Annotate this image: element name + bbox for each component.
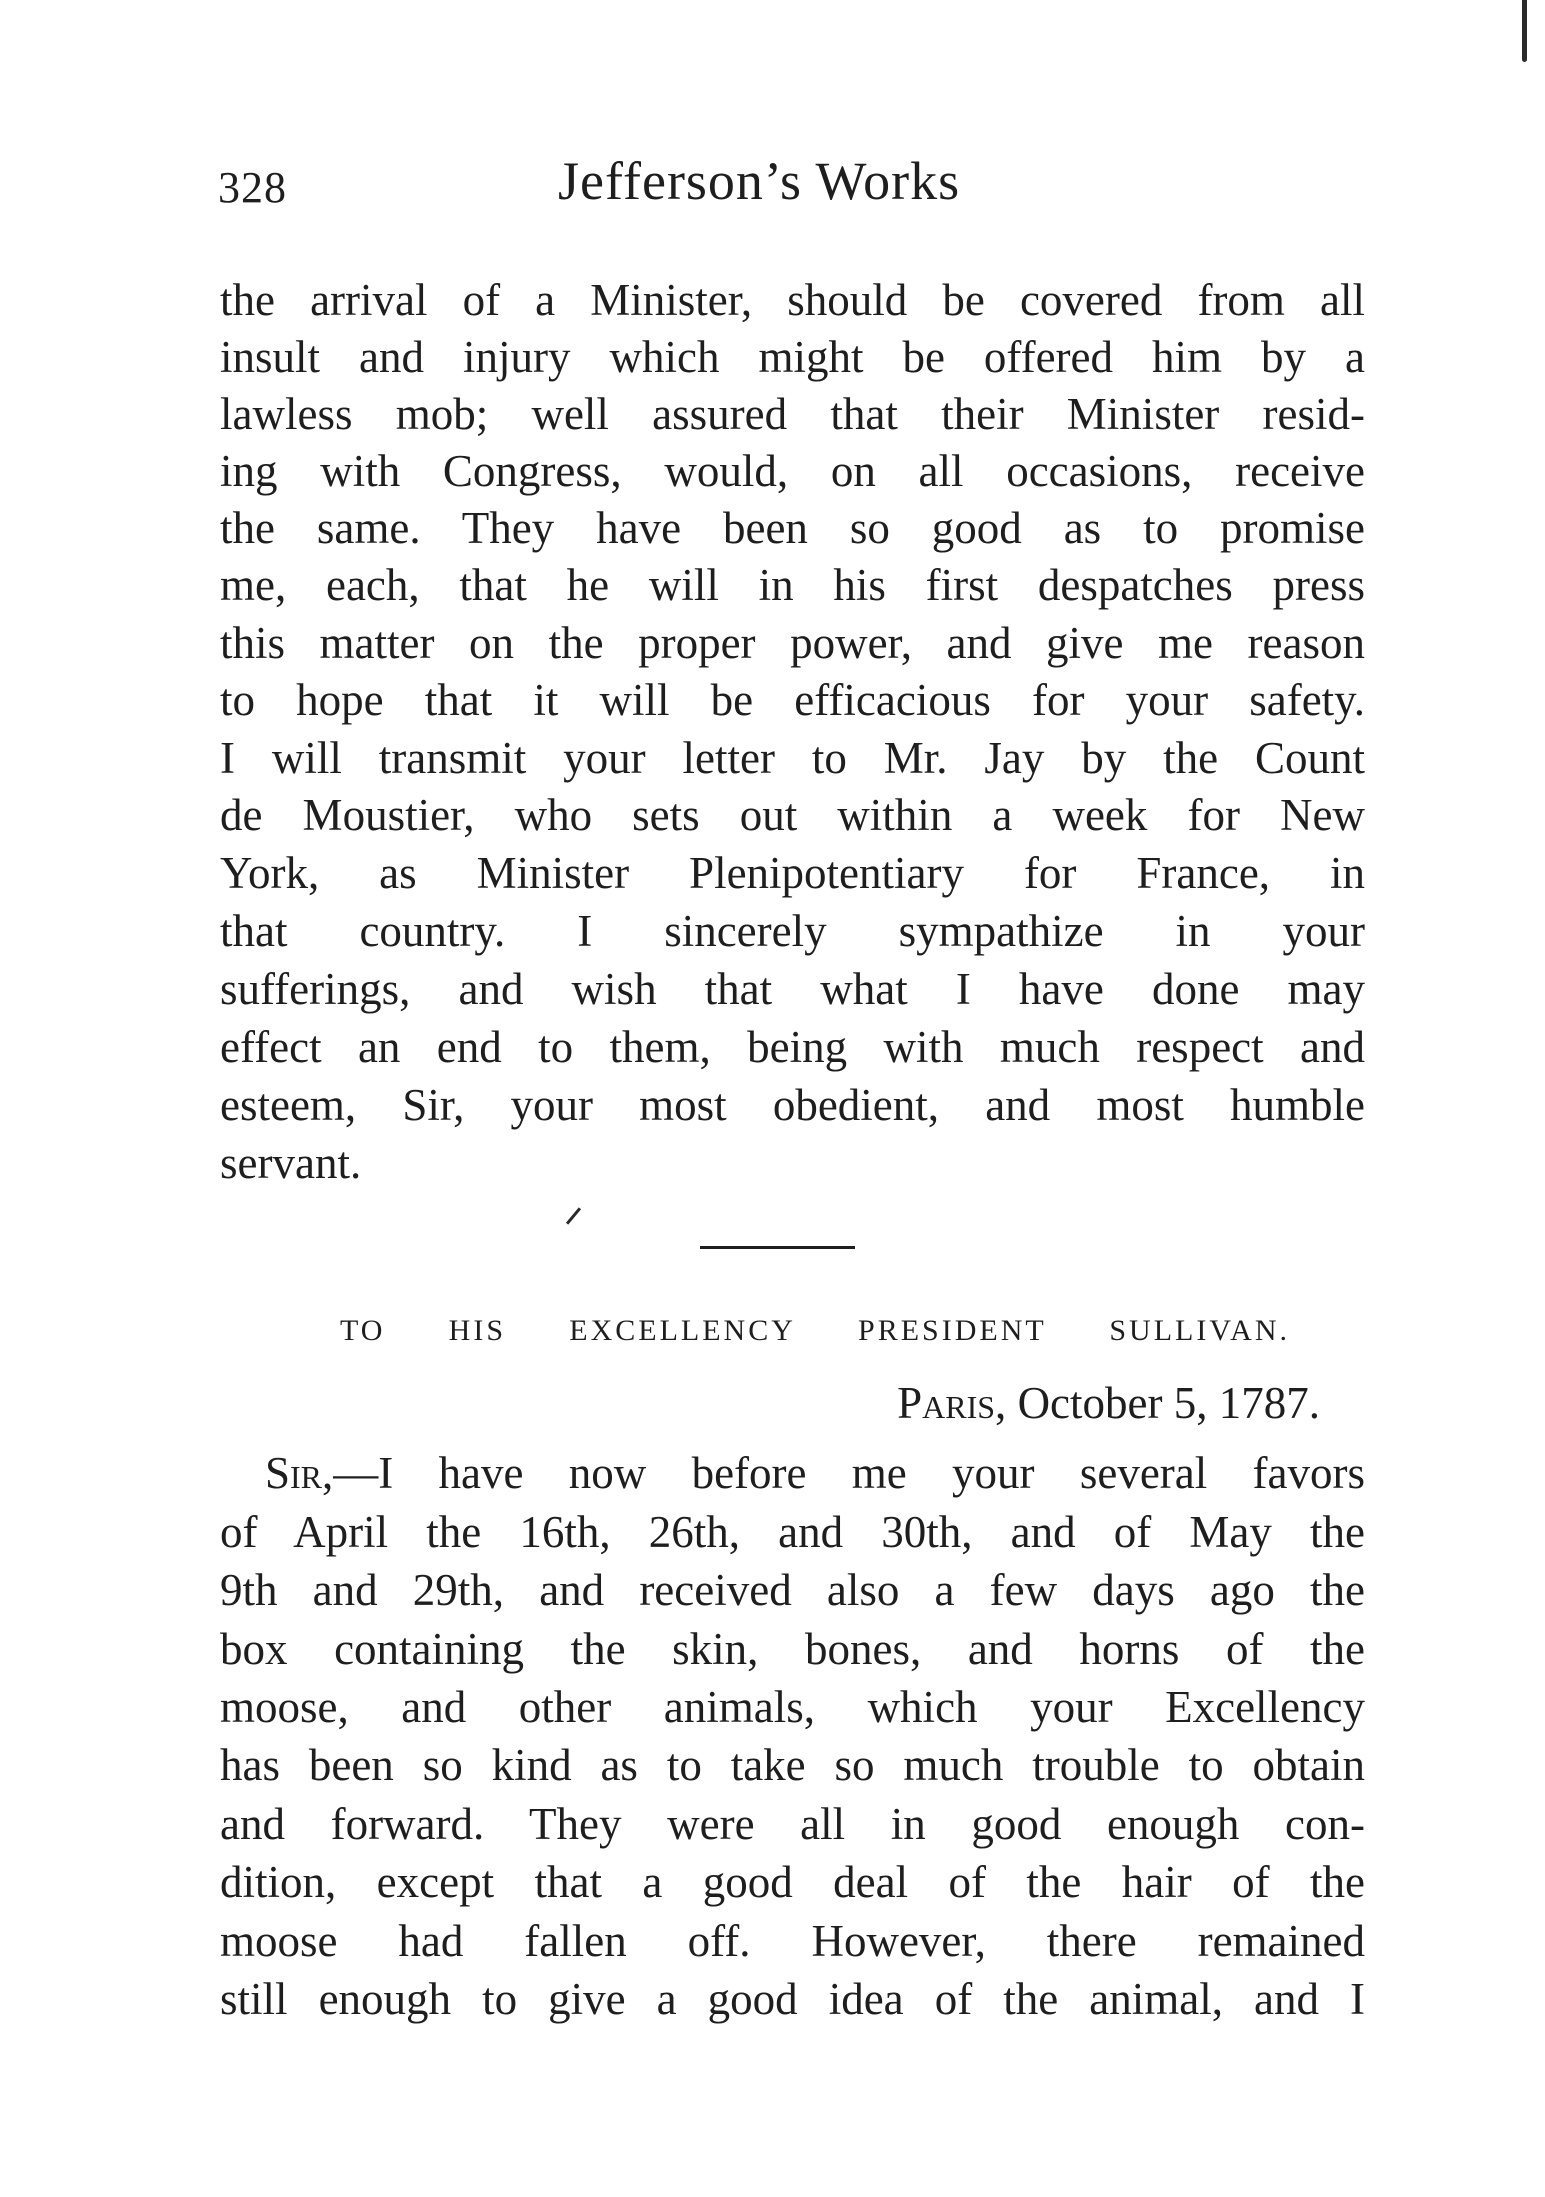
text-line: the same. They have been so good as to promise	[220, 503, 1365, 553]
salutation: Sir,	[265, 1448, 334, 1498]
text-line: effect an end to them, being with much respect and	[220, 1022, 1365, 1072]
text-line: esteem, Sir, your most obedient, and most humble	[220, 1080, 1365, 1130]
text-line: box containing the skin, bones, and horns of the	[220, 1624, 1365, 1674]
text-line: the arrival of a Minister, should be covered from all	[220, 275, 1365, 325]
first-line-text: —I have now before me your several favors	[333, 1448, 1365, 1498]
text-line: servant.	[220, 1138, 362, 1188]
text-line: sufferings, and wish that what I have done may	[220, 964, 1365, 1014]
text-line: ing with Congress, would, on all occasions, receive	[220, 446, 1365, 496]
running-title: Jefferson’s Works	[558, 151, 961, 211]
text-line: de Moustier, who sets out within a week for New	[220, 790, 1365, 840]
text-line: still enough to give a good idea of the animal, and I	[220, 1974, 1365, 2024]
text-line: lawless mob; well assured that their Minister resid-	[220, 389, 1365, 439]
page-edge-mark	[1522, 0, 1527, 62]
text-line: this matter on the proper power, and give me reason	[220, 618, 1365, 668]
letter-heading: TO HIS EXCELLENCY PRESIDENT SULLIVAN.	[340, 1314, 1290, 1347]
text-line: of April the 16th, 26th, and 30th, and of May the	[220, 1507, 1365, 1557]
text-line: to hope that it will be efficacious for your safety.	[220, 675, 1365, 725]
text-line: 9th and 29th, and received also a few days ago the	[220, 1565, 1365, 1615]
text-line: moose, and other animals, which your Excellency	[220, 1682, 1365, 1732]
dateline-date: October 5, 1787.	[1017, 1378, 1320, 1428]
dateline	[780, 1377, 1320, 1429]
text-line: and forward. They were all in good enough con-	[220, 1799, 1365, 1849]
text-line: me, each, that he will in his first despatches press	[220, 560, 1365, 610]
page-number: 328	[218, 163, 287, 212]
section-divider	[700, 1246, 855, 1249]
text-line: insult and injury which might be offered him by a	[220, 332, 1365, 382]
dateline-place: Paris,	[897, 1378, 1007, 1428]
text-line-first	[265, 1445, 1365, 1501]
text-line: moose had fallen off. However, there remained	[220, 1916, 1365, 1966]
text-line: I will transmit your letter to Mr. Jay by the Count	[220, 733, 1365, 783]
text-line: dition, except that a good deal of the hair of the	[220, 1857, 1365, 1907]
text-line: that country. I sincerely sympathize in your	[220, 906, 1365, 956]
page-header	[218, 150, 1368, 220]
text-line: has been so kind as to take so much trouble to obtain	[220, 1740, 1365, 1790]
text-line: York, as Minister Plenipotentiary for France, in	[220, 848, 1365, 898]
stray-pen-mark	[566, 1207, 581, 1224]
